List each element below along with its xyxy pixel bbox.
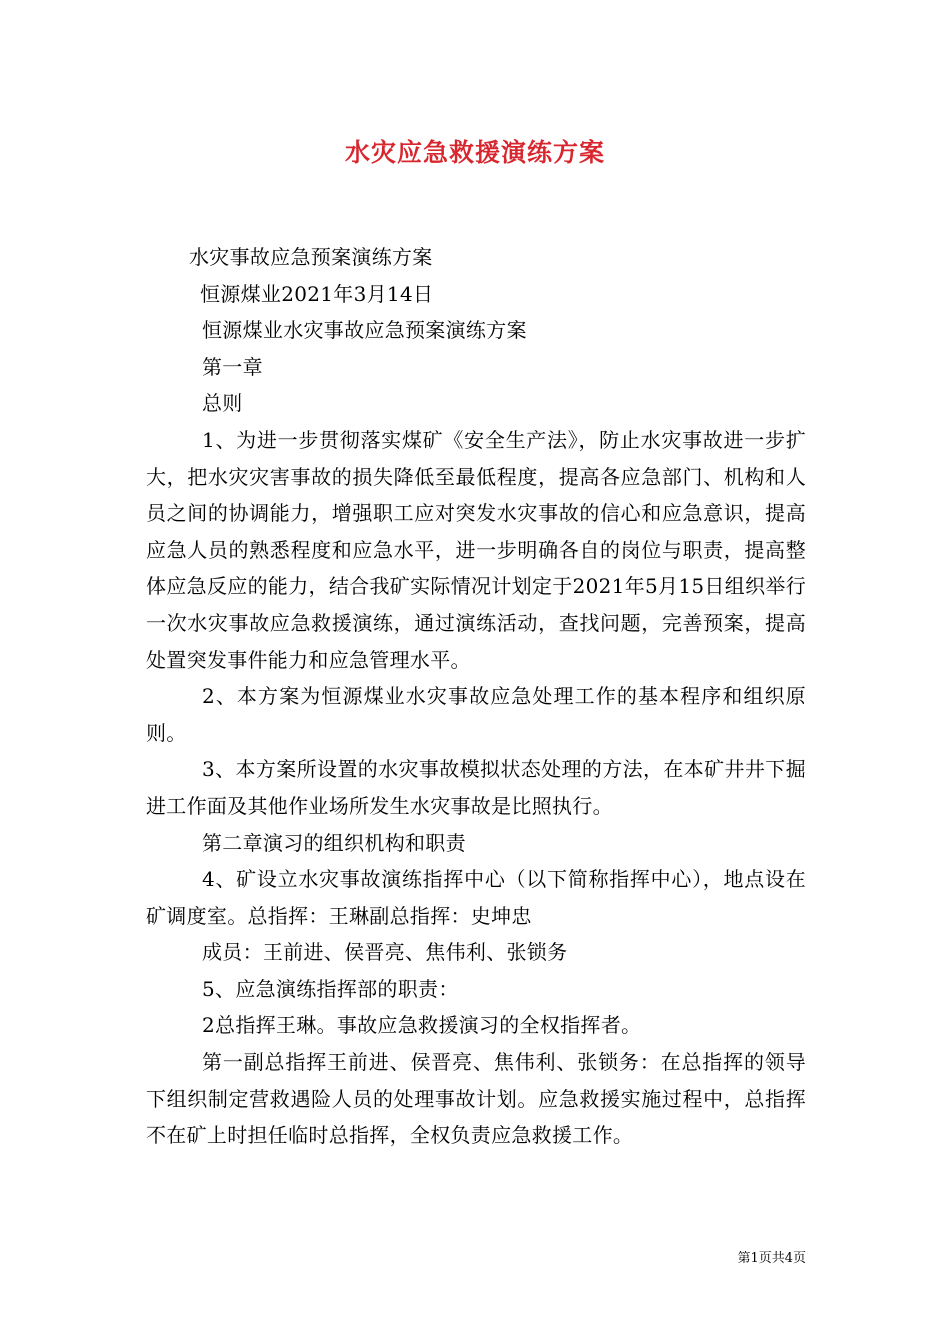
paragraph-6: 2总指挥王琳。事故应急救援演习的全权指挥者。 bbox=[202, 1013, 642, 1038]
paragraph-7: 第一副总指挥王前进、侯晋亮、焦伟利、张锁务：在总指挥的领导下组织制定营救遇险人员的处理事故计划。应急救援实施过程中，总指挥不在矿上时担任临时总指挥，全权负责应急救援工作。 bbox=[146, 1050, 806, 1148]
dateline: 恒源煤业2021年3月14日 bbox=[200, 281, 434, 306]
chapter-one-heading: 第一章 bbox=[202, 354, 263, 379]
paragraph-3: 3、本方案所设置的水灾事故模拟状态处理的方法，在本矿井井下掘进工作面及其他作业场所发生水灾事故是比照执行。 bbox=[146, 757, 806, 818]
paragraph-4: 4、矿设立水灾事故演练指挥中心（以下简称指挥中心），地点设在矿调度室。总指挥：王琳副总指挥：史坤忠 bbox=[146, 867, 806, 928]
paragraph-2: 2、本方案为恒源煤业水灾事故应急处理工作的基本程序和组织原则。 bbox=[146, 684, 806, 745]
members-line: 成员：王前进、侯晋亮、焦伟利、张锁务 bbox=[202, 940, 568, 965]
heading-drill-plan: 水灾事故应急预案演练方案 bbox=[189, 245, 433, 269]
chapter-two-heading: 第二章演习的组织机构和职责 bbox=[202, 830, 466, 855]
document-body bbox=[146, 239, 806, 1154]
document-title: 水灾应急救援演练方案 bbox=[344, 138, 605, 167]
page-number-footer: 第1页共4页 bbox=[737, 1251, 806, 1266]
paragraph-1: 1、为进一步贯彻落实煤矿《安全生产法》，防止水灾事故进一步扩大，把水灾灾害事故的损失降低至最低程度，提高各应急部门、机构和人员之间的协调能力，增强职工应对突发水灾事故的信心和应急意识，提高应急人员的熟悉程度和应急水平，进一步明确各自的岗位与职责，提高整体应急反应的能力，结合我矿实际情况计划定于2021年5月15日组织举行一次水灾事故应急救援演练，通过演练活动，查找问题，完善预案，提高处置突发事件能力和应急管理水平。 bbox=[146, 427, 806, 672]
general-principles-heading: 总则 bbox=[202, 391, 243, 416]
heading-company-plan: 恒源煤业水灾事故应急预案演练方案 bbox=[202, 318, 527, 343]
paragraph-5: 5、应急演练指挥部的职责： bbox=[202, 976, 459, 1001]
